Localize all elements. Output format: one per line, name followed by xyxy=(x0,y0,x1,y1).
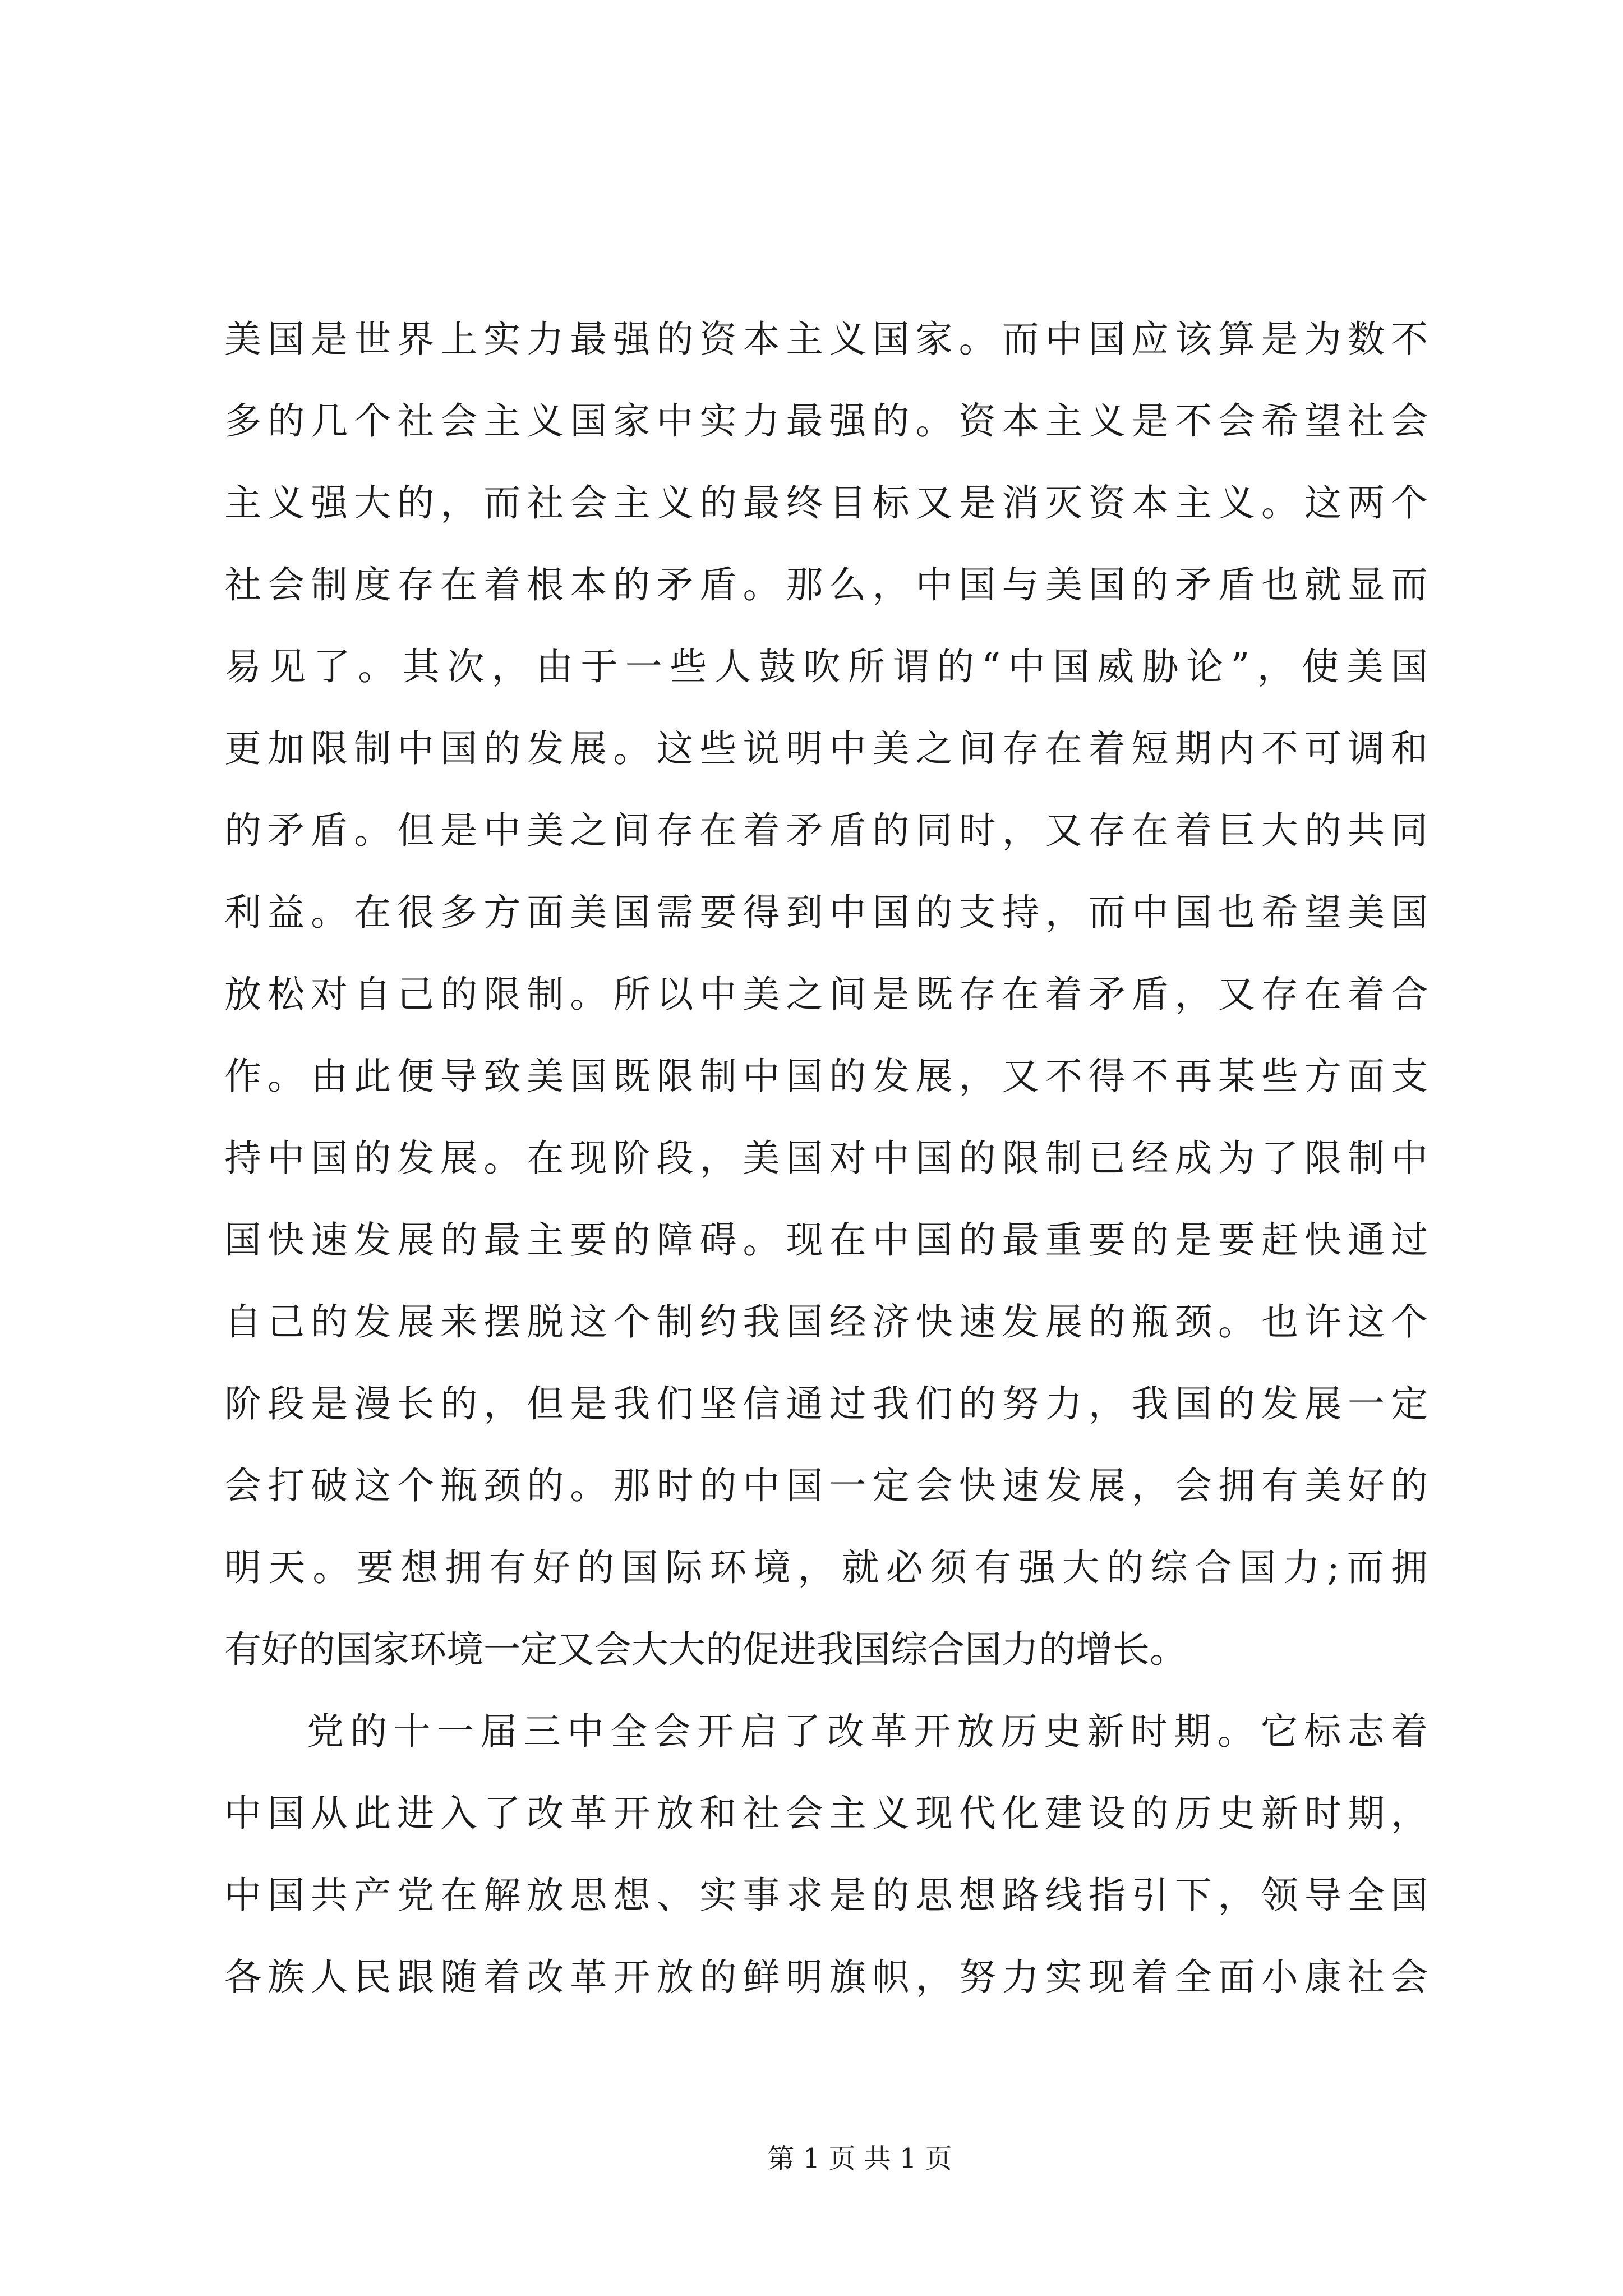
paragraph-2 xyxy=(224,1691,1428,2018)
text-line: 利益。在很多方面美国需要得到中国的支持，而中国也希望美国 xyxy=(224,891,1428,934)
text-line: 中国共产党在解放思想、实事求是的思想路线指引下，领导全国 xyxy=(224,1874,1428,1917)
text-line-indented: 党的十一届三中全会开启了改革开放历史新时期。它标志着 xyxy=(307,1710,1428,1753)
body-text xyxy=(224,298,1428,2018)
text-line: 中国从此进入了改革开放和社会主义现代化建设的历史新时期， xyxy=(224,1792,1428,1835)
text-line: 国快速发展的最主要的障碍。现在中国的最重要的是要赶快通过 xyxy=(224,1218,1428,1262)
text-line: 明天。要想拥有好的国际环境，就必须有强大的综合国力;而拥 xyxy=(224,1546,1428,1589)
text-line-paragraph-end: 有好的国家环境一定又会大大的促进我国综合国力的增长。 xyxy=(224,1628,1187,1671)
text-line: 主义强大的，而社会主义的最终目标又是消灭资本主义。这两个 xyxy=(224,481,1428,524)
paragraph-1 xyxy=(224,298,1428,1691)
text-line: 美国是世界上实力最强的资本主义国家。而中国应该算是为数不 xyxy=(224,318,1428,361)
text-line: 作。由此便导致美国既限制中国的发展，又不得不再某些方面支 xyxy=(224,1055,1428,1098)
text-line: 各族人民跟随着改革开放的鲜明旗帜，努力实现着全面小康社会 xyxy=(224,1955,1428,1999)
text-line: 会打破这个瓶颈的。那时的中国一定会快速发展，会拥有美好的 xyxy=(224,1464,1428,1507)
text-line: 更加限制中国的发展。这些说明中美之间存在着短期内不可调和 xyxy=(224,727,1428,770)
text-line: 的矛盾。但是中美之间存在着矛盾的同时，又存在着巨大的共同 xyxy=(224,809,1428,852)
text-line: 放松对自己的限制。所以中美之间是既存在着矛盾，又存在着合 xyxy=(224,973,1428,1016)
text-line: 社会制度存在着根本的矛盾。那么，中国与美国的矛盾也就显而 xyxy=(224,563,1428,606)
page-number-footer: 第 1 页 共 1 页 xyxy=(767,2143,952,2174)
text-line: 自己的发展来摆脱这个制约我国经济快速发展的瓶颈。也许这个 xyxy=(224,1300,1428,1343)
text-line: 易见了。其次，由于一些人鼓吹所谓的“中国威胁论”，使美国 xyxy=(224,645,1428,688)
text-line: 持中国的发展。在现阶段，美国对中国的限制已经成为了限制中 xyxy=(224,1137,1428,1180)
text-line: 阶段是漫长的，但是我们坚信通过我们的努力，我国的发展一定 xyxy=(224,1382,1428,1425)
text-line: 多的几个社会主义国家中实力最强的。资本主义是不会希望社会 xyxy=(224,399,1428,443)
